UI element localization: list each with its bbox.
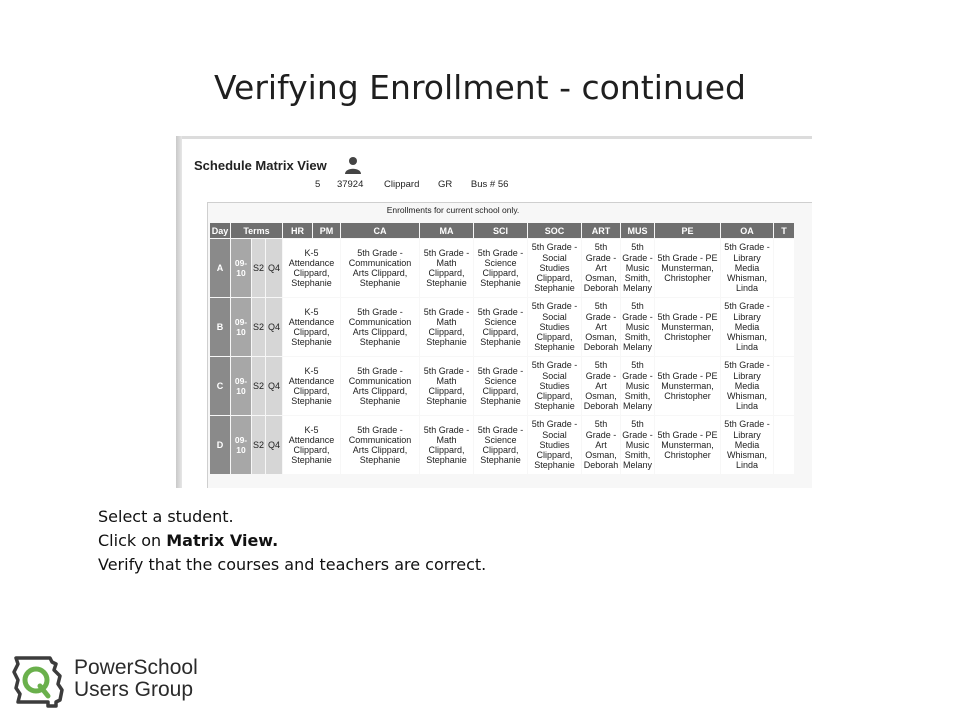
matrix-row-c [210, 357, 794, 415]
schedule-matrix-table [209, 222, 795, 475]
oa-course-cell[interactable]: 5th Grade - Library Media Whisman, Linda [721, 298, 773, 356]
term-semester-cell: S2 [252, 416, 265, 474]
student-id: 37924 [336, 179, 364, 190]
column-header-soc[interactable]: SOC [528, 223, 581, 238]
ca-course-cell[interactable]: 5th Grade - Communication Arts Clippard, Stephanie [341, 357, 419, 415]
day-cell: A [210, 239, 230, 297]
oa-course-cell[interactable]: 5th Grade - Library Media Whisman, Linda [721, 416, 773, 474]
ca-course-cell[interactable]: 5th Grade - Communication Arts Clippard, Stephanie [341, 239, 419, 297]
instruction-line-2-prefix: Click on [98, 531, 167, 550]
oa-course-cell[interactable]: 5th Grade - Library Media Whisman, Linda [721, 239, 773, 297]
matrix-caption: Enrollments for current school only. [386, 205, 520, 215]
matrix-box [207, 202, 812, 488]
mus-course-cell[interactable]: 5th Grade - Music Smith, Melany [621, 416, 654, 474]
column-header-ma[interactable]: MA [420, 223, 473, 238]
t-course-cell [774, 416, 794, 474]
term-quarter-cell: Q4 [266, 298, 282, 356]
art-course-cell[interactable]: 5th Grade - Art Osman, Deborah [582, 298, 620, 356]
ca-course-cell[interactable]: 5th Grade - Communication Arts Clippard, Stephanie [341, 416, 419, 474]
student-grade: 5 [315, 179, 321, 190]
screenshot-top-border [176, 136, 812, 139]
person-icon[interactable] [344, 156, 362, 174]
soc-course-cell[interactable]: 5th Grade - Social Studies Clippard, Stephanie [528, 239, 581, 297]
column-header-terms[interactable]: Terms [231, 223, 282, 238]
slide-title: Verifying Enrollment - continued [214, 68, 746, 107]
column-header-pm[interactable]: PM [313, 223, 340, 238]
day-cell: C [210, 357, 230, 415]
hr-course-cell[interactable]: K-5 Attendance Clippard, Stephanie [283, 357, 340, 415]
schedule-matrix-screenshot [176, 136, 812, 488]
oa-course-cell[interactable]: 5th Grade - Library Media Whisman, Linda [721, 357, 773, 415]
mus-course-cell[interactable]: 5th Grade - Music Smith, Melany [621, 298, 654, 356]
schedule-matrix-header: Schedule Matrix View [194, 158, 327, 173]
pe-course-cell[interactable]: 5th Grade - PE Munsterman, Christopher [655, 357, 720, 415]
term-year-cell: 09-10 [231, 357, 251, 415]
term-year-cell: 09-10 [231, 298, 251, 356]
mus-course-cell[interactable]: 5th Grade - Music Smith, Melany [621, 357, 654, 415]
t-course-cell [774, 298, 794, 356]
instruction-line-2 [98, 529, 486, 553]
logo-line-2: Users Group [74, 678, 194, 701]
hr-course-cell[interactable]: K-5 Attendance Clippard, Stephanie [283, 239, 340, 297]
hr-course-cell[interactable]: K-5 Attendance Clippard, Stephanie [283, 416, 340, 474]
column-header-oa[interactable]: OA [721, 223, 773, 238]
student-gr-label: GR [438, 179, 453, 190]
term-quarter-cell: Q4 [266, 239, 282, 297]
ca-course-cell[interactable]: 5th Grade - Communication Arts Clippard, Stephanie [341, 298, 419, 356]
instruction-line-3: Verify that the courses and teachers are correct. [98, 555, 487, 574]
pe-course-cell[interactable]: 5th Grade - PE Munsterman, Christopher [655, 416, 720, 474]
sci-course-cell[interactable]: 5th Grade - Science Clippard, Stephanie [474, 239, 527, 297]
term-quarter-cell: Q4 [266, 357, 282, 415]
instructions [98, 505, 486, 577]
t-course-cell [774, 357, 794, 415]
art-course-cell[interactable]: 5th Grade - Art Osman, Deborah [582, 416, 620, 474]
column-header-mus[interactable]: MUS [621, 223, 654, 238]
term-semester-cell: S2 [252, 239, 265, 297]
logo-line-1: PowerSchool [74, 656, 198, 679]
column-header-day[interactable]: Day [210, 223, 230, 238]
column-header-t[interactable]: T [774, 223, 794, 238]
soc-course-cell[interactable]: 5th Grade - Social Studies Clippard, Stephanie [528, 416, 581, 474]
student-bus: Bus # 56 [470, 179, 509, 190]
matrix-row-b [210, 298, 794, 356]
day-cell: B [210, 298, 230, 356]
column-header-ca[interactable]: CA [341, 223, 419, 238]
pe-course-cell[interactable]: 5th Grade - PE Munsterman, Christopher [655, 298, 720, 356]
term-semester-cell: S2 [252, 357, 265, 415]
column-header-pe[interactable]: PE [655, 223, 720, 238]
student-info [315, 179, 508, 190]
t-course-cell [774, 239, 794, 297]
art-course-cell[interactable]: 5th Grade - Art Osman, Deborah [582, 357, 620, 415]
screenshot-left-border [176, 136, 182, 488]
soc-course-cell[interactable]: 5th Grade - Social Studies Clippard, Stephanie [528, 357, 581, 415]
term-year-cell: 09-10 [231, 416, 251, 474]
day-cell: D [210, 416, 230, 474]
ma-course-cell[interactable]: 5th Grade - Math Clippard, Stephanie [420, 357, 473, 415]
sci-course-cell[interactable]: 5th Grade - Science Clippard, Stephanie [474, 416, 527, 474]
matrix-row-a [210, 239, 794, 297]
sci-course-cell[interactable]: 5th Grade - Science Clippard, Stephanie [474, 357, 527, 415]
art-course-cell[interactable]: 5th Grade - Art Osman, Deborah [582, 239, 620, 297]
term-quarter-cell: Q4 [266, 416, 282, 474]
sci-course-cell[interactable]: 5th Grade - Science Clippard, Stephanie [474, 298, 527, 356]
column-header-art[interactable]: ART [582, 223, 620, 238]
soc-course-cell[interactable]: 5th Grade - Social Studies Clippard, Stephanie [528, 298, 581, 356]
matrix-header-row [210, 223, 794, 238]
term-year-cell: 09-10 [231, 239, 251, 297]
instruction-line-2-bold: Matrix View. [166, 531, 279, 550]
ma-course-cell[interactable]: 5th Grade - Math Clippard, Stephanie [420, 239, 473, 297]
missouri-state-logo-icon [12, 654, 64, 710]
logo-text [74, 657, 198, 701]
instruction-line-1: Select a student. [98, 507, 234, 526]
hr-course-cell[interactable]: K-5 Attendance Clippard, Stephanie [283, 298, 340, 356]
column-header-sci[interactable]: SCI [474, 223, 527, 238]
ma-course-cell[interactable]: 5th Grade - Math Clippard, Stephanie [420, 298, 473, 356]
student-name: Clippard [384, 179, 420, 190]
mus-course-cell[interactable]: 5th Grade - Music Smith, Melany [621, 239, 654, 297]
pe-course-cell[interactable]: 5th Grade - PE Munsterman, Christopher [655, 239, 720, 297]
ma-course-cell[interactable]: 5th Grade - Math Clippard, Stephanie [420, 416, 473, 474]
term-semester-cell: S2 [252, 298, 265, 356]
column-header-hr[interactable]: HR [283, 223, 312, 238]
matrix-row-d [210, 416, 794, 474]
